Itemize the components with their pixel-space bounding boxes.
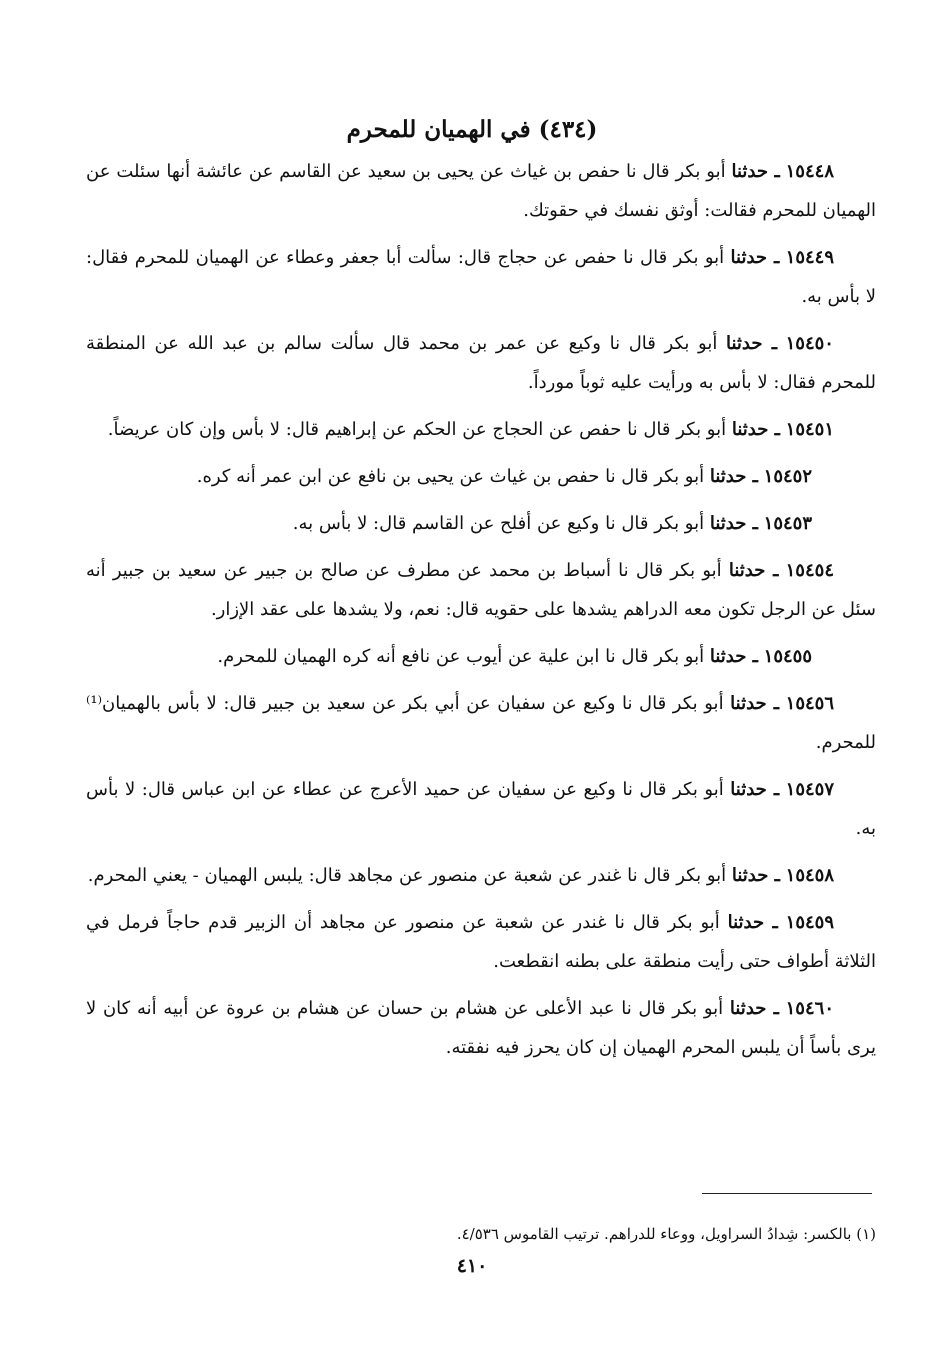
hadith-number: ١٥٤٥٦ bbox=[785, 693, 834, 714]
hadith-text: أبو بكر قال نا حفص عن الحجاج عن الحكم عن إبراهيم قال: لا بأس وإن كان عريضاً. bbox=[107, 419, 727, 440]
hadith-text: أبو بكر قال نا وكيع عن سفيان عن أبي بكر عن سعيد بن جبير قال: لا بأس بالهميان⁽¹⁾ للمحرم. bbox=[86, 693, 876, 753]
hadith-text: أبو بكر قال نا وكيع عن سفيان عن حميد الأعرج عن عطاء عن ابن عباس قال: لا بأس به. bbox=[86, 779, 876, 839]
hadith-intro: حدثنا bbox=[731, 419, 769, 440]
hadith-intro: حدثنا bbox=[731, 161, 769, 182]
hadith-text: أبو بكر قال نا وكيع عن عمر بن محمد قال سألت سالم بن عبد الله عن المنطقة للمحرم فقال: لا بأس به ورأيت عليه ثوباً مورداً. bbox=[86, 333, 876, 393]
hadith-text: أبو بكر قال نا غندر عن شعبة عن منصور عن مجاهد قال: يلبس الهميان - يعني المحرم. bbox=[87, 865, 727, 886]
hadith-paragraph: ١٥٤٥٨ ـ حدثنا أبو بكر قال نا غندر عن شعبة عن منصور عن مجاهد قال: يلبس الهميان - يعني المحرم. bbox=[86, 856, 876, 897]
hadith-list bbox=[86, 152, 876, 1075]
hadith-number: ١٥٤٥١ bbox=[785, 419, 834, 440]
hadith-paragraph: ١٥٤٥٩ ـ حدثنا أبو بكر قال نا غندر عن شعبة عن منصور عن مجاهد أن الزبير قدم حاجاً فرمل في الثلاثة أطواف حتى رأيت منطقة على بطنه انقطعت. bbox=[86, 912, 876, 972]
hadith-number: ١٥٤٥٠ bbox=[785, 333, 834, 354]
hadith-text: أبو بكر قال نا غندر عن شعبة عن منصور عن مجاهد أن الزبير قدم حاجاً فرمل في الثلاثة أطواف حتى رأيت منطقة على بطنه انقطعت. bbox=[86, 912, 876, 972]
hadith-intro: حدثنا bbox=[709, 513, 747, 534]
hadith-paragraph: ١٥٤٥٥ ـ حدثنا أبو بكر قال نا ابن علية عن أيوب عن نافع أنه كره الهميان للمحرم. bbox=[217, 646, 812, 667]
hadith-intro: حدثنا bbox=[727, 912, 765, 933]
hadith-intro: حدثنا bbox=[709, 466, 747, 487]
hadith-intro: حدثنا bbox=[730, 247, 768, 268]
hadith-paragraph: ١٥٤٤٩ ـ حدثنا أبو بكر قال نا حفص عن حجاج قال: سألت أبا جعفر وعطاء عن الهميان للمحرم فقال: لا بأس به. bbox=[86, 247, 876, 307]
hadith-intro: حدثنا bbox=[729, 998, 767, 1019]
hadith-number: ١٥٤٥٥ bbox=[763, 646, 812, 667]
hadith-paragraph: ١٥٤٦٠ ـ حدثنا أبو بكر قال نا عبد الأعلى عن هشام بن حسان عن هشام بن عروة عن أبيه أنه كان لا يرى بأساً أن يلبس المحرم الهميان إن كان يحرز فيه نفقته. bbox=[86, 998, 876, 1058]
hadith-text: أبو بكر قال نا حفص بن غياث عن يحيى بن سعيد عن القاسم عن عائشة أنها سئلت عن الهميان للمحرم فقالت: أوثق نفسك في حقوتك. bbox=[86, 161, 876, 221]
hadith-paragraph: ١٥٤٥٤ ـ حدثنا أبو بكر قال نا أسباط بن محمد عن مطرف عن صالح بن جبير عن سعيد بن جبير أنه سئل عن الرجل تكون معه الدراهم يشدها على حقويه قال: نعم، ولا يشدها على عقد الإزار. bbox=[86, 560, 876, 620]
hadith-number: ١٥٤٥٨ bbox=[785, 865, 834, 886]
hadith-text: أبو بكر قال نا عبد الأعلى عن هشام بن حسان عن هشام بن عروة عن أبيه أنه كان لا يرى بأساً أن يلبس المحرم الهميان إن كان يحرز فيه نفقته. bbox=[86, 998, 876, 1058]
hadith-number: ١٥٤٥٤ bbox=[785, 560, 834, 581]
hadith-intro: حدثنا bbox=[709, 646, 747, 667]
hadith-text: أبو بكر قال نا وكيع عن أفلح عن القاسم قال: لا بأس به. bbox=[292, 513, 705, 534]
hadith-number: ١٥٤٥٣ bbox=[763, 513, 812, 534]
hadith-intro: حدثنا bbox=[730, 779, 767, 800]
hadith-number: ١٥٤٤٨ bbox=[785, 161, 834, 182]
hadith-paragraph: ١٥٤٥٠ ـ حدثنا أبو بكر قال نا وكيع عن عمر بن محمد قال سألت سالم بن عبد الله عن المنطقة للمحرم فقال: لا بأس به ورأيت عليه ثوباً مورداً. bbox=[86, 333, 876, 393]
hadith-paragraph: ١٥٤٥١ ـ حدثنا أبو بكر قال نا حفص عن الحجاج عن الحكم عن إبراهيم قال: لا بأس وإن كان عريضاً. bbox=[86, 410, 876, 451]
page-number: ٤١٠ bbox=[456, 1255, 488, 1277]
hadith-intro: حدثنا bbox=[731, 865, 769, 886]
hadith-intro: حدثنا bbox=[726, 333, 763, 354]
hadith-paragraph: ١٥٤٥٣ ـ حدثنا أبو بكر قال نا وكيع عن أفلح عن القاسم قال: لا بأس به. bbox=[292, 513, 812, 534]
hadith-paragraph: ١٥٤٥٢ ـ حدثنا أبو بكر قال نا حفص بن غياث عن يحيى بن نافع عن ابن عمر أنه كره. bbox=[196, 466, 812, 487]
hadith-number: ١٥٤٥٧ bbox=[785, 779, 835, 800]
footnote-divider bbox=[702, 1193, 872, 1194]
hadith-number: ١٥٤٥٢ bbox=[763, 466, 812, 487]
hadith-number: ١٥٤٤٩ bbox=[785, 247, 834, 268]
hadith-number: ١٥٤٥٩ bbox=[785, 912, 835, 933]
hadith-intro: حدثنا bbox=[728, 560, 766, 581]
hadith-text: أبو بكر قال نا ابن علية عن أيوب عن نافع أنه كره الهميان للمحرم. bbox=[217, 646, 705, 667]
hadith-number: ١٥٤٦٠ bbox=[785, 998, 834, 1019]
chapter-title: (٤٣٤) في الهميان للمحرم bbox=[346, 116, 598, 143]
footnote: (١) بالكسر: شِدادُ السراويل، ووعاء للدراهم. ترتيب القاموس ٤/٥٣٦. bbox=[456, 1225, 876, 1243]
hadith-paragraph: ١٥٤٤٨ ـ حدثنا أبو بكر قال نا حفص بن غياث عن يحيى بن سعيد عن القاسم عن عائشة أنها سئلت عن الهميان للمحرم فقالت: أوثق نفسك في حقوتك. bbox=[86, 161, 876, 221]
hadith-text: أبو بكر قال نا حفص عن حجاج قال: سألت أبا جعفر وعطاء عن الهميان للمحرم فقال: لا بأس به. bbox=[86, 247, 876, 307]
hadith-intro: حدثنا bbox=[730, 693, 767, 714]
hadith-paragraph: ١٥٤٥٦ ـ حدثنا أبو بكر قال نا وكيع عن سفيان عن أبي بكر عن سعيد بن جبير قال: لا بأس بالهميان⁽¹⁾ للمحرم. bbox=[86, 693, 876, 753]
hadith-text: أبو بكر قال نا أسباط بن محمد عن مطرف عن صالح بن جبير عن سعيد بن جبير أنه سئل عن الرجل تكون معه الدراهم يشدها على حقويه قال: نعم، ولا يشدها على عقد الإزار. bbox=[86, 560, 876, 620]
hadith-paragraph: ١٥٤٥٧ ـ حدثنا أبو بكر قال نا وكيع عن سفيان عن حميد الأعرج عن عطاء عن ابن عباس قال: لا بأس به. bbox=[86, 779, 876, 839]
hadith-text: أبو بكر قال نا حفص بن غياث عن يحيى بن نافع عن ابن عمر أنه كره. bbox=[196, 466, 705, 487]
